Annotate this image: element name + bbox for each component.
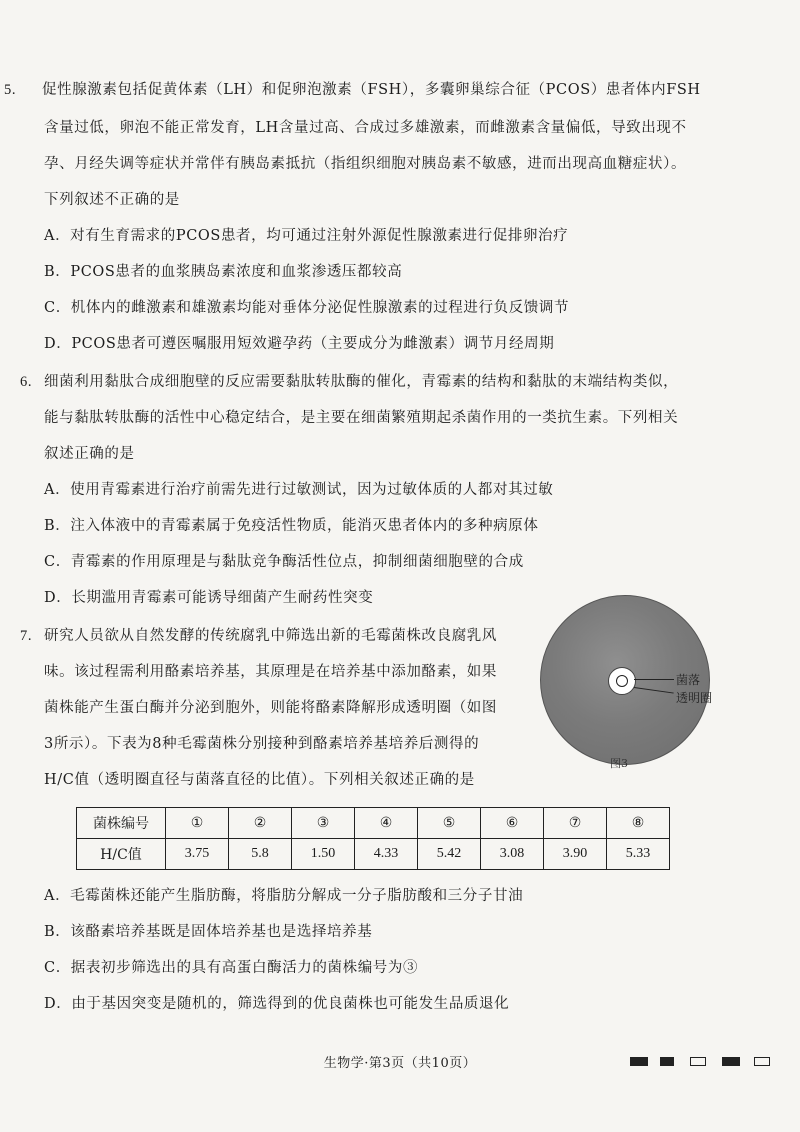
hc-value-cell: 4.33: [355, 839, 418, 870]
alignment-mark: [690, 1057, 706, 1066]
q7-stem-line-1: 研究人员欲从自然发酵的传统腐乳中筛选出新的毛霉菌株改良腐乳风: [44, 628, 497, 644]
table-row: [77, 808, 670, 839]
halo-label: 透明圈: [676, 691, 713, 705]
strain-cell: ②: [229, 808, 292, 839]
hc-ratio-table: [76, 807, 670, 870]
q7-option-b: B．该酪素培养基既是固体培养基也是选择培养基: [44, 924, 373, 940]
hc-value-cell: 3.75: [166, 839, 229, 870]
q6-option-a: A．使用青霉素进行治疗前需先进行过敏测试，因为过敏体质的人都对其过敏: [44, 482, 554, 498]
alignment-mark: [754, 1057, 770, 1066]
alignment-mark: [660, 1057, 674, 1066]
q7-number: 7.: [20, 628, 33, 644]
q5-option-a: A．对有生育需求的PCOS患者，均可通过注射外源促性腺激素进行促排卵治疗: [44, 228, 569, 244]
q7-option-a: A．毛霉菌株还能产生脂肪酶，将脂肪分解成一分子脂肪酸和三分子甘油: [44, 888, 524, 904]
hc-value-cell: 3.90: [544, 839, 607, 870]
q5-option-b: B．PCOS患者的血浆胰岛素浓度和血浆渗透压都较高: [44, 264, 403, 280]
hc-value-cell: 3.08: [481, 839, 544, 870]
q7-option-d: D．由于基因突变是随机的，筛选得到的优良菌株也可能发生品质退化: [44, 996, 510, 1012]
hc-value-cell: 5.33: [607, 839, 670, 870]
q5-stem-line-1: 促性腺激素包括促黄体素（LH）和促卵泡激素（FSH），多囊卵巢综合征（PCOS）患者体内FSH: [42, 82, 701, 98]
q5-stem-line-2: 含量过低，卵泡不能正常发育，LH含量过高、合成过多雄激素，而雌激素含量偏低，导致出现不: [44, 120, 687, 136]
figure-caption: 图3: [610, 757, 628, 770]
q7-stem-line-5: H/C值（透明圈直径与菌落直径的比值）。下列相关叙述正确的是: [44, 772, 475, 788]
q6-option-c: C．青霉素的作用原理是与黏肽竞争酶活性位点，抑制细菌细胞壁的合成: [44, 554, 524, 570]
alignment-mark: [722, 1057, 740, 1066]
q6-number: 6.: [20, 374, 33, 390]
q7-stem-line-2: 味。该过程需利用酪素培养基，其原理是在培养基中添加酪素，如果: [44, 664, 497, 680]
colony-label: 菌落: [676, 673, 701, 687]
table-header-hc: H/C值: [77, 839, 166, 870]
table-row: [77, 839, 670, 870]
strain-cell: ⑦: [544, 808, 607, 839]
q5-number: 5.: [4, 82, 17, 98]
colony: [616, 675, 628, 687]
q7-option-c: C．据表初步筛选出的具有高蛋白酶活力的菌株编号为③: [44, 960, 419, 976]
q5-option-c: C．机体内的雌激素和雄激素均能对垂体分泌促性腺激素的过程进行负反馈调节: [44, 300, 570, 316]
q6-option-b: B．注入体液中的青霉素属于免疫活性物质，能消灭患者体内的多种病原体: [44, 518, 539, 534]
strain-cell: ⑧: [607, 808, 670, 839]
hc-value-cell: 5.8: [229, 839, 292, 870]
strain-cell: ④: [355, 808, 418, 839]
petri-dish-figure: [540, 595, 713, 785]
q7-stem-line-3: 菌株能产生蛋白酶并分泌到胞外，则能将酪素降解形成透明圈（如图: [44, 700, 497, 716]
hc-value-cell: 1.50: [292, 839, 355, 870]
table-header-strain: 菌株编号: [77, 808, 166, 839]
strain-cell: ⑤: [418, 808, 481, 839]
strain-cell: ③: [292, 808, 355, 839]
q5-stem-line-4: 下列叙述不正确的是: [44, 192, 180, 208]
q6-stem-line-1: 细菌利用黏肽合成细胞壁的反应需要黏肽转肽酶的催化，青霉素的结构和黏肽的末端结构类似，: [44, 374, 679, 390]
strain-cell: ⑥: [481, 808, 544, 839]
strain-cell: ①: [166, 808, 229, 839]
q5-stem-line-3: 孕、月经失调等症状并常伴有胰岛素抵抗（指组织细胞对胰岛素不敏感，进而出现高血糖症状）。: [44, 156, 687, 172]
alignment-mark: [630, 1057, 648, 1066]
q6-stem-line-2: 能与黏肽转肽酶的活性中心稳定结合，是主要在细菌繁殖期起杀菌作用的一类抗生素。下列相关: [44, 410, 679, 426]
colony-leader-line: [634, 679, 674, 680]
page-footer: 生物学·第3页（共10页）: [323, 1056, 477, 1071]
q5-option-d: D．PCOS患者可遵医嘱服用短效避孕药（主要成分为雌激素）调节月经周期: [44, 336, 555, 352]
q6-stem-line-3: 叙述正确的是: [44, 446, 135, 462]
hc-value-cell: 5.42: [418, 839, 481, 870]
q6-option-d: D．长期滥用青霉素可能诱导细菌产生耐药性突变: [44, 590, 374, 606]
q7-stem-line-4: 3所示）。下表为8种毛霉菌株分别接种到酪素培养基培养后测得的: [44, 736, 480, 752]
